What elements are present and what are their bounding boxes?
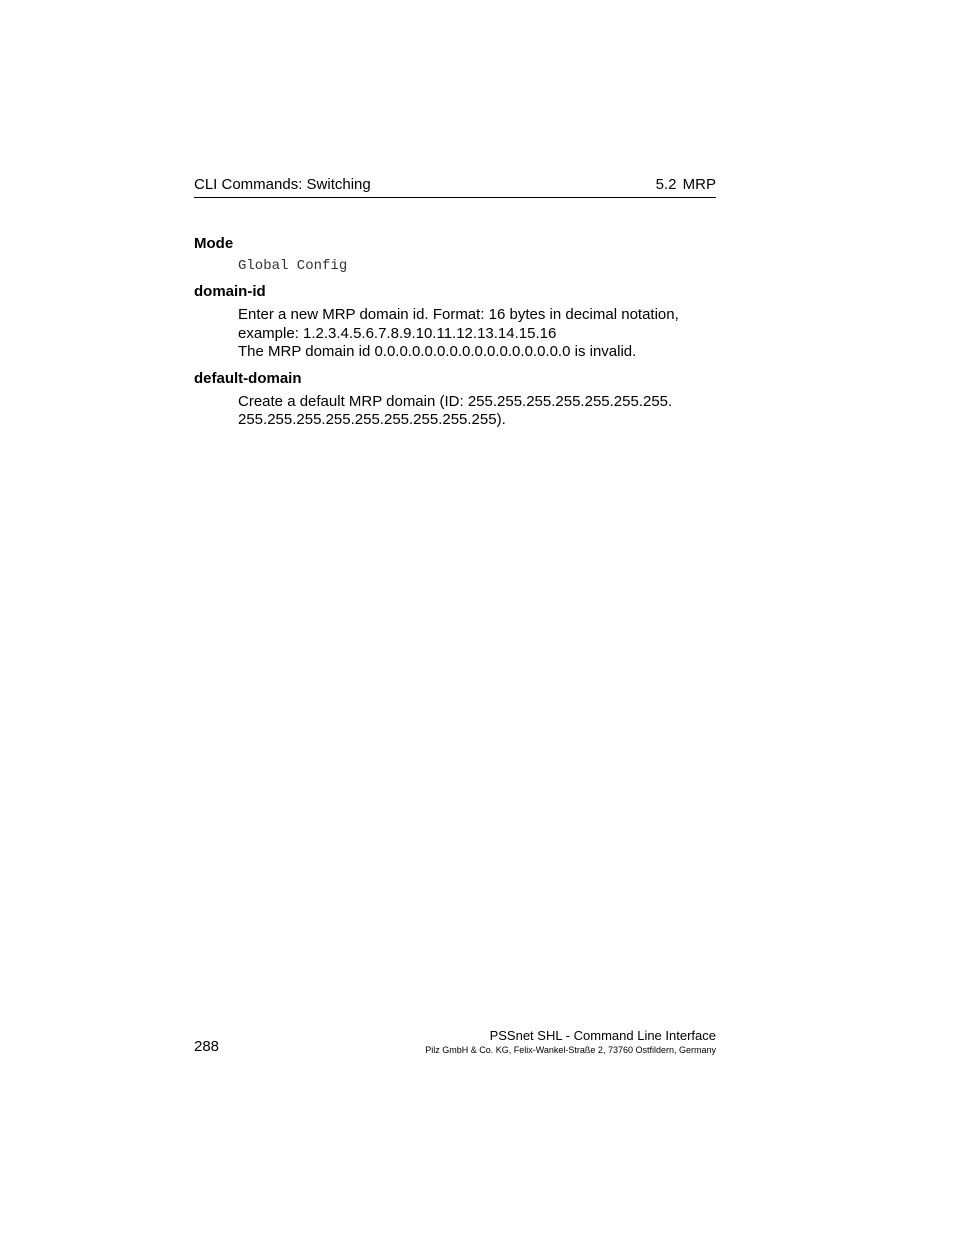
default-domain-description: [238, 393, 716, 430]
text-line: The MRP domain id 0.0.0.0.0.0.0.0.0.0.0.0.0.0.0.0 is invalid.: [238, 343, 637, 360]
page-number: 288: [194, 1038, 220, 1055]
page-footer: [425, 1027, 716, 1056]
text-line: Enter a new MRP domain id. Format: 16 bytes in decimal notation,: [238, 306, 679, 323]
domain-id-description: [238, 306, 716, 362]
page-header: [194, 175, 716, 198]
section-default-domain: [194, 369, 716, 430]
text-line: example: 1.2.3.4.5.6.7.8.9.10.11.12.13.14.15.16: [238, 324, 557, 342]
section-mode: [194, 234, 716, 276]
main-content: [194, 234, 716, 437]
domain-id-heading: domain-id: [194, 283, 266, 300]
section-domain-id: [194, 282, 716, 362]
mode-heading: Mode: [194, 235, 234, 252]
text-line: 255.255.255.255.255.255.255.255.255).: [238, 411, 506, 428]
text-line: Create a default MRP domain (ID: 255.255.255.255.255.255.255.: [238, 392, 673, 410]
section-title: 5.2 MRP: [655, 176, 716, 193]
company-address: Pilz GmbH & Co. KG, Felix-Wankel-Straße 2, 73760 Ostfildern, Germany: [425, 1045, 716, 1055]
document-title: PSSnet SHL - Command Line Interface: [489, 1028, 716, 1043]
default-domain-heading: default-domain: [194, 369, 302, 387]
chapter-title: CLI Commands: Switching: [194, 176, 371, 193]
mode-value: Global Config: [238, 258, 348, 274]
